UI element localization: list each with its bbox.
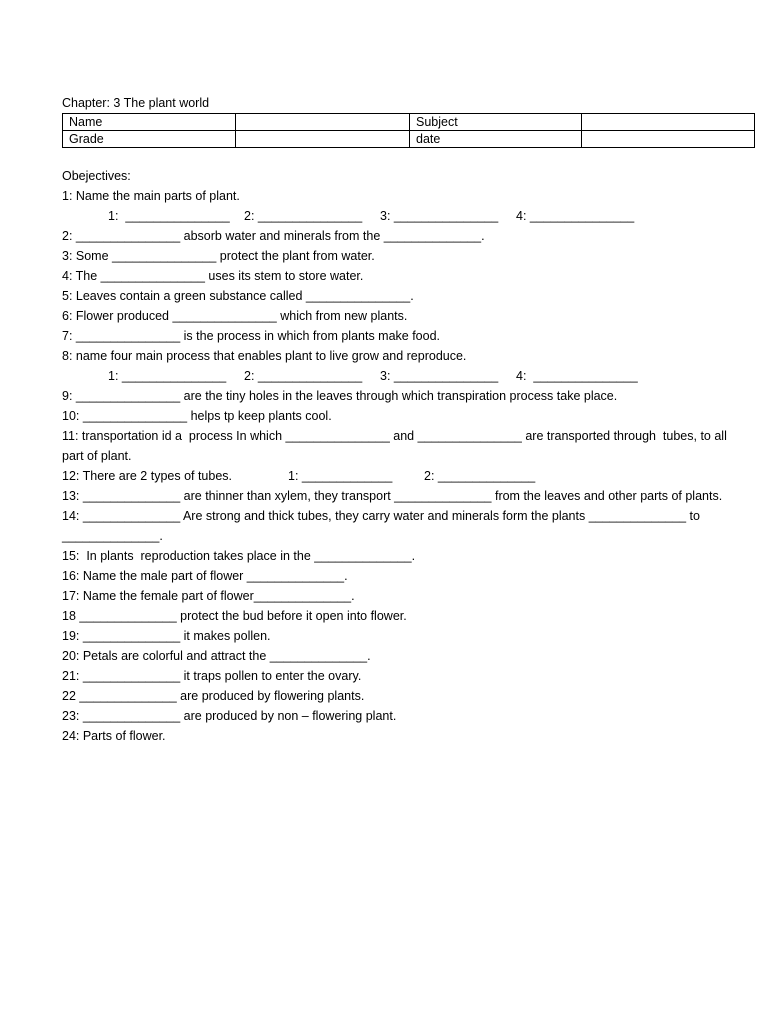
question-2: 2: _______________ absorb water and minerals from the ______________. — [62, 229, 485, 243]
name-label: Name — [63, 114, 236, 131]
date-field[interactable] — [582, 131, 755, 148]
question-23: 23: ______________ are produced by non – flowering plant. — [62, 709, 397, 723]
blank[interactable]: 2: _______________ — [244, 209, 363, 223]
question-11-line-2: part of plant. — [62, 449, 132, 463]
blank[interactable]: 1: _____________ — [288, 469, 393, 483]
chapter-title: Chapter: 3 The plant world — [62, 96, 210, 110]
blank[interactable]: 2: ______________ — [424, 469, 536, 483]
question-6: 6: Flower produced _______________ which from new plants. — [62, 309, 408, 323]
grade-field[interactable] — [236, 131, 410, 148]
blank[interactable]: 4: _______________ — [516, 369, 638, 383]
question-8-blanks — [62, 366, 754, 386]
question-11-line-1: 11: transportation id a process In which _______________ and _______________ are transported through tubes, to all — [62, 429, 727, 443]
table-row — [63, 114, 755, 131]
question-15: 15: In plants reproduction takes place in the ______________. — [62, 549, 416, 563]
worksheet-page — [62, 93, 754, 746]
question-24: 24: Parts of flower. — [62, 729, 166, 743]
question-21: 21: ______________ it traps pollen to enter the ovary. — [62, 669, 362, 683]
grade-label: Grade — [63, 131, 236, 148]
blank[interactable]: 1: _______________ — [108, 209, 230, 223]
blank[interactable]: 3: _______________ — [380, 369, 499, 383]
question-3: 3: Some _______________ protect the plant from water. — [62, 249, 375, 263]
question-4: 4: The _______________ uses its stem to store water. — [62, 269, 364, 283]
question-16: 16: Name the male part of flower ______________. — [62, 569, 348, 583]
date-label: date — [410, 131, 582, 148]
question-17: 17: Name the female part of flower______________. — [62, 589, 355, 603]
question-5: 5: Leaves contain a green substance called _______________. — [62, 289, 414, 303]
question-10: 10: _______________ helps tp keep plants cool. — [62, 409, 332, 423]
subject-field[interactable] — [582, 114, 755, 131]
objectives-heading: Obejectives: — [62, 169, 131, 183]
question-18: 18 ______________ protect the bud before it open into flower. — [62, 609, 407, 623]
question-20: 20: Petals are colorful and attract the ______________. — [62, 649, 371, 663]
table-row — [63, 131, 755, 148]
question-9: 9: _______________ are the tiny holes in the leaves through which transpiration process take place. — [62, 389, 618, 403]
question-12-text: 12: There are 2 types of tubes. — [62, 469, 233, 483]
question-14-line-2: ______________. — [62, 529, 163, 543]
question-13: 13: ______________ are thinner than xylem, they transport ______________ from the leaves and other parts of plants. — [62, 489, 723, 503]
question-1-blanks — [62, 206, 754, 226]
question-14-line-1: 14: ______________ Are strong and thick tubes, they carry water and minerals form the plants ______________ to — [62, 509, 700, 523]
question-12 — [62, 466, 754, 486]
question-7: 7: _______________ is the process in which from plants make food. — [62, 329, 441, 343]
question-1: 1: Name the main parts of plant. — [62, 189, 240, 203]
question-8: 8: name four main process that enables plant to live grow and reproduce. — [62, 349, 467, 363]
blank[interactable]: 3: _______________ — [380, 209, 499, 223]
name-field[interactable] — [236, 114, 410, 131]
subject-label: Subject — [410, 114, 582, 131]
question-22: 22 ______________ are produced by flowering plants. — [62, 689, 365, 703]
question-19: 19: ______________ it makes pollen. — [62, 629, 271, 643]
blank[interactable]: 1: _______________ — [108, 369, 227, 383]
blank[interactable]: 2: _______________ — [244, 369, 363, 383]
blank[interactable]: 4: _______________ — [516, 209, 635, 223]
student-info-table — [62, 113, 755, 148]
